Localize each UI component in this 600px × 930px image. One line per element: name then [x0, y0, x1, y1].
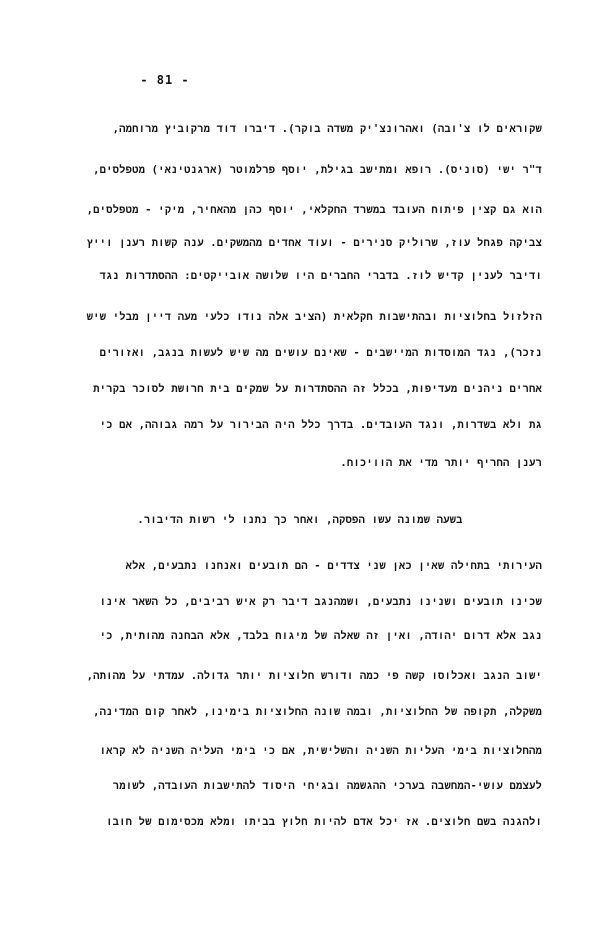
- text-line: שכינו תובעים ושנינו נתבעים, ושמהנגב דיבר רק איש רביבים, כל השאר אינו: [99, 596, 542, 608]
- text-line: הזלזול בחלוציות ובהתישבות חקלאית (הציב אלה נודו כלעי מעה דיין מבלי שיש: [86, 311, 542, 323]
- text-line: ד"ר ישי (סוניס). רופא ומתישב בגילת, יוסף פרלמוטר (ארגנטינאי) מטפלסים,: [93, 164, 542, 176]
- text-line: ישוב הנגב ואכלוסו קשה פי כמה ודורש חלוציות יותר גדולה. עמדתי על מהותה,: [86, 670, 542, 682]
- text-line: העירותי בתחילה שאין כאן שני צדדים - הם תובעים ואנחנו נתבעים, אלא: [125, 560, 542, 572]
- text-line: לעצמם עושי-המחשבה בערכי ההגשמה ובגיחי היסוד להתישבות העובדה, לשומר: [112, 780, 542, 792]
- text-line: אחרים ניהנים מעדיפות, בכלל זה ההסתדרות על שמקים בית חרושת לסוכר בקרית: [93, 383, 542, 395]
- text-line: ולהגנה בשם חלוצים. אז יכל אדם להיות חלוץ בביתו ומלא מכסימום של חובו: [106, 816, 542, 828]
- text-line: גת ולא בשדרות, ונגד העובדים. בדרך כלל היה הבירור על רמה גבוהה, אם כי: [99, 419, 542, 431]
- text-line: נזכר), נגד המוסדות המיישבים - שאינם עושים מה שיש לעשות בנגב, ואזורים: [99, 347, 542, 359]
- text-line: נגב אלא דרום יהודה, ואין זה שאלה של מיגוח בלבד, אלא הבחנה מהותית, כי: [99, 630, 542, 642]
- text-line: משקלה, תקופה של החלוציות, ובמה שונה החלוציות בימינו, לאחר קום המדינה,: [93, 706, 542, 718]
- text-line: צביקה פגחל עוז, שרוליק סנירים - ועוד אחדים מהמשקים. ענה קשות רענן וייץ: [86, 237, 542, 249]
- page-number: - 81 -: [140, 73, 190, 87]
- section-break-line: בשעה שמונה עשו הפסקה, ואחר כך נתנו לי רשות הדיבור.: [137, 514, 463, 526]
- text-line: הוא גם קצין פיתוח העובד במשרד החקלאי, יוסף כהן מהאחיר, מיקי - מטפלסים,: [86, 204, 542, 216]
- text-line: ודיבר לענין קדיש לוז. בדברי החברים היו שלושה אובייקטים: ההסתדרות נגד: [99, 270, 542, 282]
- text-line: רענן החריף יותר מדי את הוויכוח.: [340, 457, 542, 469]
- text-line: מהחלוציות בימי העליות השניה והשלישית, אם כי בימי העליה השניה לא קראו: [99, 745, 542, 757]
- text-line: שקוראים לו צ'ובה) ואהרונצ'יק משדה בוקר). דיברו דוד מרקוביץ מרוחמה,: [112, 123, 542, 135]
